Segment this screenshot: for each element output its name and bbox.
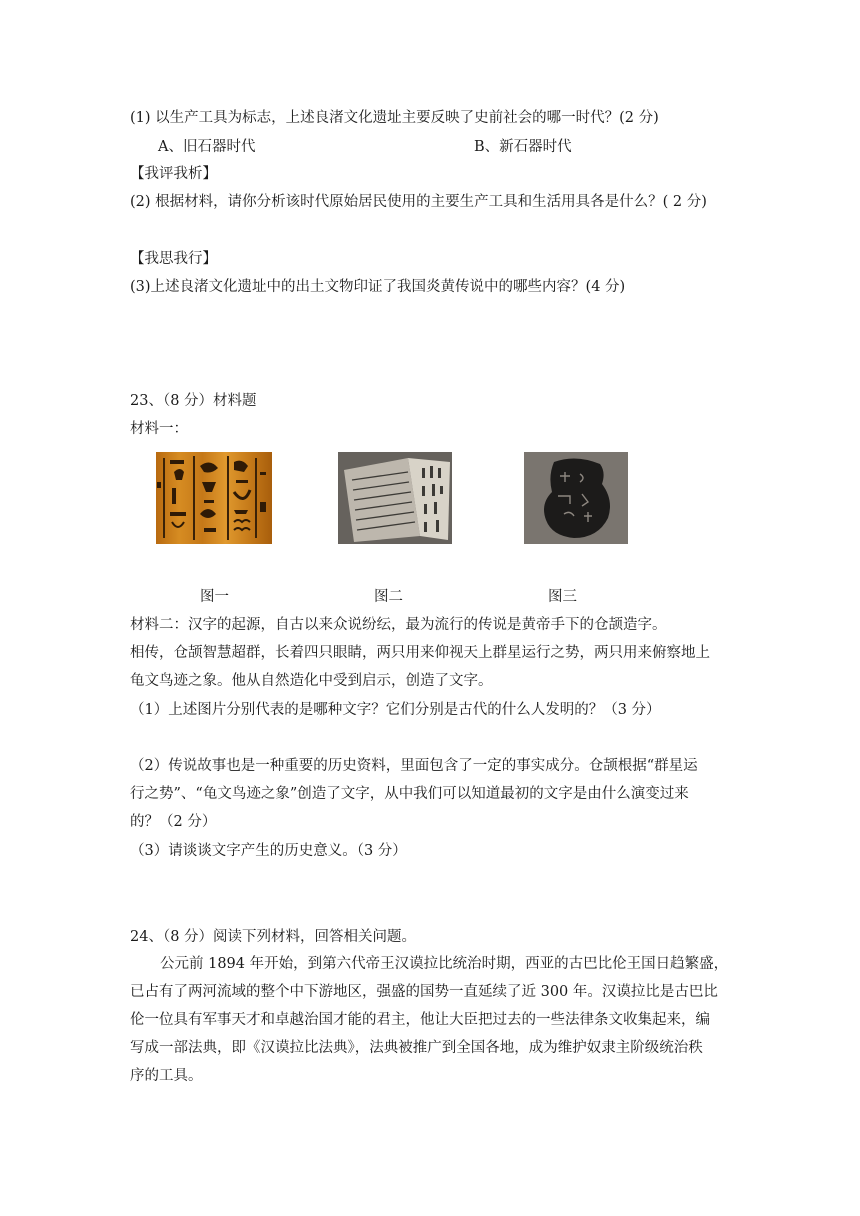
figure-2-cuneiform-tablet-image — [338, 452, 452, 544]
passage-line-2: 已占有了两河流域的整个中下游地区，强盛的国势一直延续了近 300 年。汉谟拉比是古巴比 — [130, 984, 718, 1000]
material-1-label: 材料一： — [130, 421, 188, 437]
passage-line-5: 序的工具。 — [130, 1068, 203, 1084]
figure-1-hieroglyphs-image — [156, 452, 272, 544]
question-23-2-line-1: （2）传说故事也是一种重要的历史资料，里面包含了一定的事实成分。仓颉根据“群星运 — [130, 758, 698, 774]
passage-line-4: 写成一部法典，即《汉谟拉比法典》，法典被推广到全国各地，成为维护奴隶主阶级统治秩 — [130, 1040, 703, 1056]
figure-3-oracle-bone-image — [524, 452, 628, 544]
material-2-line-3: 龟文鸟迹之象。他从自然造化中受到启示，创造了文字。 — [130, 673, 493, 689]
question-22-2: (2) 根据材料，请你分析该时代原始居民使用的主要生产工具和生活用具各是什么？( 2 分) — [130, 194, 707, 210]
question-22-3: (3)上述良渚文化遗址中的出土文物印证了我国炎黄传说中的哪些内容？(4 分) — [130, 279, 626, 295]
passage-line-1: 公元前 1894 年开始，到第六代帝王汉谟拉比统治时期，西亚的古巴比伦王国日趋繁盛， — [160, 956, 729, 972]
question-23-2-line-3: 的？（2 分） — [130, 814, 217, 830]
caption-figure-3: 图三 — [548, 589, 577, 605]
question-22-1: (1) 以生产工具为标志，上述良渚文化遗址主要反映了史前社会的哪一时代？(2 分) — [130, 110, 659, 126]
question-24-header: 24、（8 分）阅读下列材料，回答相关问题。 — [130, 929, 417, 945]
section-heading-review: 【我评我析】 — [130, 166, 217, 182]
caption-figure-1: 图一 — [200, 589, 229, 605]
question-23-header: 23、（8 分）材料题 — [130, 393, 257, 409]
question-23-3: （3）请谈谈文字产生的历史意义。（3 分） — [130, 843, 407, 859]
option-b: B、新石器时代 — [474, 139, 572, 155]
section-heading-think: 【我思我行】 — [130, 251, 217, 267]
question-23-2-line-2: 行之势”、“龟文鸟迹之象”创造了文字，从中我们可以知道最初的文字是由什么演变过来 — [130, 786, 689, 802]
passage-line-3: 伦一位具有军事天才和卓越治国才能的君主，他让大臣把过去的一些法律条文收集起来，编 — [130, 1012, 710, 1028]
question-23-1: （1）上述图片分别代表的是哪种文字？它们分别是古代的什么人发明的？（3 分） — [130, 702, 661, 718]
material-2-line-2: 相传，仓颉智慧超群，长着四只眼睛，两只用来仰视天上群星运行之势，两只用来俯察地上 — [130, 645, 710, 661]
material-2-line-1: 材料二：汉字的起源，自古以来众说纷纭，最为流行的传说是黄帝手下的仓颉造字。 — [130, 617, 667, 633]
caption-figure-2: 图二 — [374, 589, 403, 605]
option-a: A、旧石器时代 — [158, 139, 256, 155]
